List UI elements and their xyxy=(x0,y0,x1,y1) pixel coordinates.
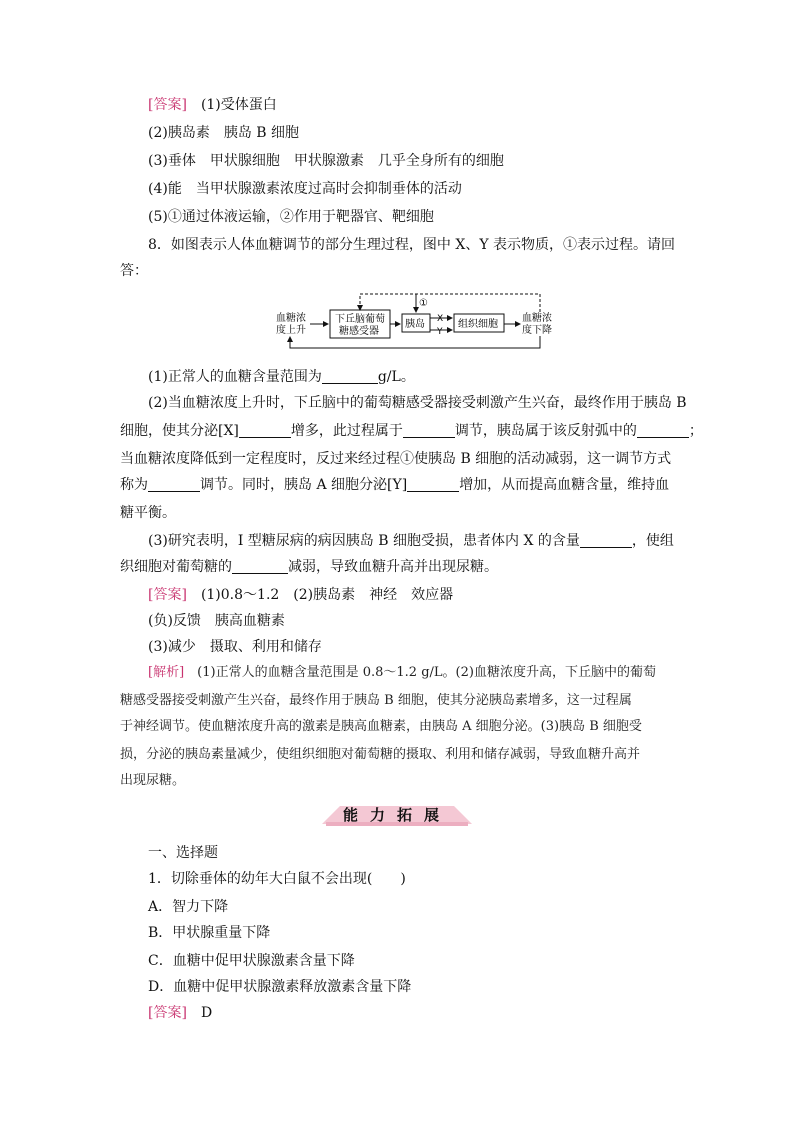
explanation-line4: 损，分泌的胰岛素量减少，使组织细胞对葡萄糖的摄取、利用和储存减弱，导致血糖升高并 xyxy=(120,747,641,762)
diagram-left-label-bottom: 度上升 xyxy=(276,325,306,336)
tissue-cell-label: 组织细胞 xyxy=(458,319,498,330)
explanation-tag: [解析] xyxy=(148,665,185,680)
answer-blank[interactable] xyxy=(322,369,378,384)
answer-text: (1)受体蛋白 xyxy=(200,97,277,113)
q8-part2-line3: 当血糖浓度降低到一定程度时，反过来经过程①使胰岛 B 细胞的活动减弱，这一调节方式 xyxy=(120,451,672,467)
answer8-line1 xyxy=(148,586,453,604)
section-heading: 一、选择题 xyxy=(148,845,218,861)
q8-part2-text-f: 调节。同时，胰岛 A 细胞分泌[Y] xyxy=(200,477,408,493)
answer-blank[interactable] xyxy=(407,477,459,492)
q8-part3-text-c: 织细胞对葡萄糖的 xyxy=(120,559,232,575)
x-label: X xyxy=(437,314,444,324)
option-a: A．智力下降 xyxy=(148,899,229,915)
option-d: D．血糖中促甲状腺激素释放激素含量下降 xyxy=(148,979,412,995)
choice-answer-line xyxy=(148,1004,212,1022)
question8-stem: 8．如图表示人体血糖调节的部分生理过程，图中 X、Y 表示物质，①表示过程。请回 xyxy=(148,237,676,253)
hypothalamus-label-top: 下丘脑葡萄 xyxy=(335,314,385,325)
answer-text: (1)0.8～1.2 (2)胰岛素 神经 效应器 xyxy=(200,587,454,603)
explanation-line2: 糖感受器接受刺激产生兴奋，最终作用于胰岛 B 细胞，使其分泌胰岛素增多，这一过程属 xyxy=(120,693,632,708)
q8-part3-line2 xyxy=(120,558,498,576)
answer-tag: [答案] xyxy=(148,1005,187,1021)
option-b: B．甲状腺重量下降 xyxy=(148,925,271,941)
diagram-left-label-top: 血糖浓 xyxy=(276,313,306,324)
answer-blank[interactable] xyxy=(232,559,288,574)
answer-blank[interactable] xyxy=(148,477,200,492)
diagram-right-label-top: 血糖浓 xyxy=(522,313,552,324)
answer-tag: [答案] xyxy=(148,97,187,113)
answer7-line3: (3)垂体 甲状腺细胞 甲状腺激素 几乎全身所有的细胞 xyxy=(148,153,504,169)
answer-blank[interactable] xyxy=(580,533,632,548)
explanation-line1 xyxy=(148,664,656,682)
answer7-line2: (2)胰岛素 胰岛 B 细胞 xyxy=(148,125,300,141)
diagram-right-label-bottom: 度下降 xyxy=(522,325,552,336)
q8-part3-text-a: (3)研究表明，I 型糖尿病的病因胰岛 B 细胞受损，患者体内 X 的含量 xyxy=(148,533,580,549)
answer8-line3: (3)减少 摄取、利用和储存 xyxy=(148,639,322,655)
q8-part2-text-e: 称为 xyxy=(120,477,148,493)
explanation-line3: 于神经调节。使血糖浓度升高的激素是胰高血糖素，由胰岛 A 细胞分泌。(3)胰岛 B 细胞受 xyxy=(120,719,642,734)
q8-part2-line2 xyxy=(120,422,703,440)
section-banner-title: 能力拓展 xyxy=(342,806,451,824)
hypothalamus-label-bottom: 糖感受器 xyxy=(339,326,379,337)
answer7-line4: (4)能 当甲状腺激素浓度过高时会抑制垂体的活动 xyxy=(148,181,462,197)
q8-part1-unit: g/L。 xyxy=(377,369,415,385)
q8-part2-line1: (2)当血糖浓度上升时，下丘脑中的葡萄糖感受器接受刺激产生兴奋，最终作用于胰岛 B xyxy=(148,395,687,411)
q8-part2-text-c: 调节，胰岛属于该反射弧中的 xyxy=(454,423,637,439)
q8-part3-text-b: ，使组 xyxy=(631,533,674,549)
answer-blank[interactable] xyxy=(637,423,689,438)
answer-text: D xyxy=(200,1005,213,1021)
q8-part1-text: (1)正常人的血糖含量范围为 xyxy=(148,369,322,385)
option-c: C．血糖中促甲状腺激素含量下降 xyxy=(148,953,355,969)
process-1-label: ① xyxy=(419,298,428,309)
q8-part2-line4 xyxy=(120,476,669,494)
islet-label: 胰岛 xyxy=(405,319,425,330)
y-label: Y xyxy=(437,327,443,337)
answer7-line1 xyxy=(148,96,277,114)
choice-question-1: 1．切除垂体的幼年大白鼠不会出现( ) xyxy=(148,871,406,887)
q8-part2-line5: 糖平衡。 xyxy=(120,505,176,521)
q8-part2-text-b: 增多，此过程属于 xyxy=(290,423,403,439)
answer-tag: [答案] xyxy=(148,587,187,603)
section-banner xyxy=(322,800,472,828)
question8-stem-cont: 答： xyxy=(120,263,148,279)
blood-sugar-diagram xyxy=(270,290,560,354)
q8-part1 xyxy=(148,368,415,386)
q8-part3-line1 xyxy=(148,532,674,550)
explanation-text: (1)正常人的血糖含量范围是 0.8～1.2 g/L。(2)血糖浓度升高，下丘脑中的葡萄 xyxy=(197,665,656,680)
answer-blank[interactable] xyxy=(403,423,455,438)
answer7-line5: (5)①通过体液运输，②作用于靶器官、靶细胞 xyxy=(148,209,434,225)
answer-blank[interactable] xyxy=(239,423,291,438)
q8-part2-text-g: 增加，从而提高血糖含量，维持血 xyxy=(459,477,670,493)
q8-part3-text-d: 减弱，导致血糖升高并出现尿糖。 xyxy=(288,559,498,575)
explanation-line5: 出现尿糖。 xyxy=(120,773,186,788)
q8-part2-text-a: 细胞，使其分泌[X] xyxy=(120,423,239,439)
q8-part2-text-d: ； xyxy=(688,423,703,439)
answer8-line2: (负)反馈 胰高血糖素 xyxy=(148,613,285,629)
